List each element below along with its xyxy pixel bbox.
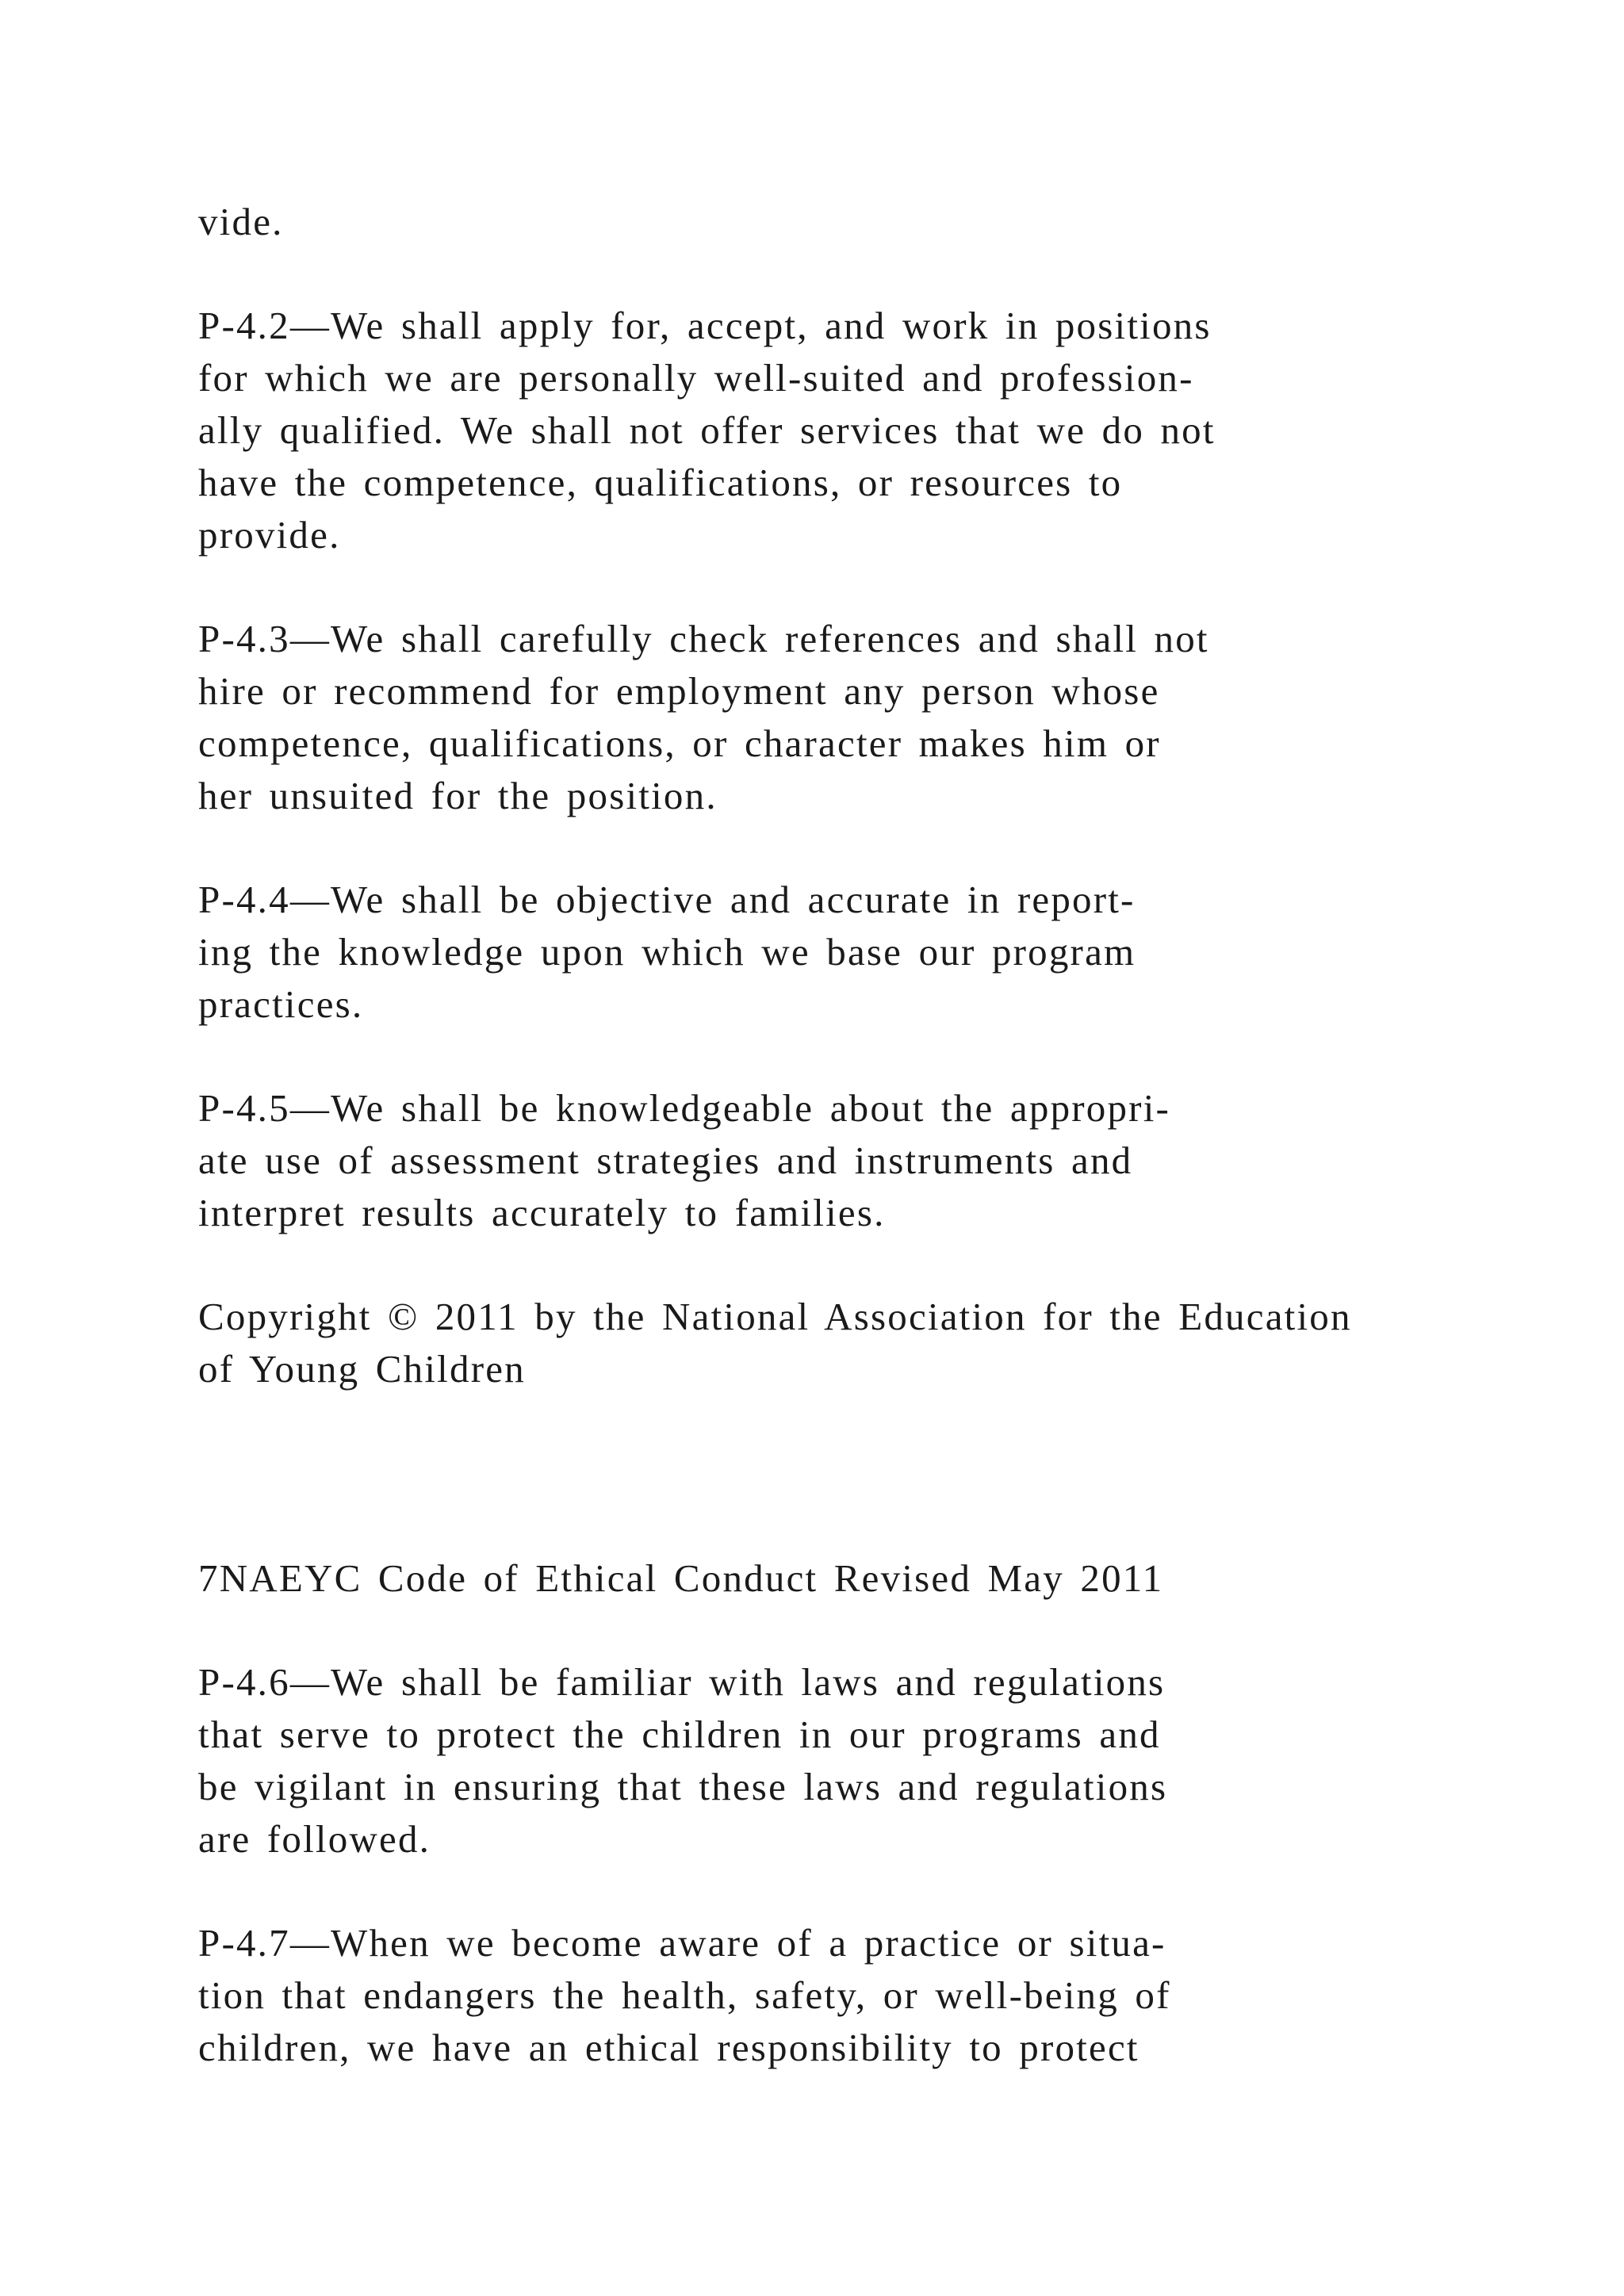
text-line: P-4.3—We shall carefully check references and shall not [198,617,1209,660]
text-line: be vigilant in ensuring that these laws and regulations [198,1765,1168,1808]
text-line: P-4.5—We shall be knowledgeable about the appropri- [198,1086,1171,1130]
text-line: hire or recommend for employment any person whose [198,669,1160,713]
text-line: provide. [198,513,341,557]
text-line: practices. [198,982,364,1026]
text-line: are followed. [198,1817,431,1861]
text-line: for which we are personally well-suited and profession- [198,356,1194,400]
text-line: P-4.2—We shall apply for, accept, and work in positions [198,304,1212,347]
text-line: P-4.6—We shall be familiar with laws and regulations [198,1660,1166,1704]
page-header-line: 7NAEYC Code of Ethical Conduct Revised May 2011 [198,1556,1164,1600]
text-line: vide. [198,200,284,243]
text-line: interpret results accurately to families. [198,1191,886,1234]
text-line: competence, qualifications, or character makes him or [198,721,1161,765]
text-line: ate use of assessment strategies and instruments and [198,1138,1133,1182]
text-line: ally qualified. We shall not offer services that we do not [198,408,1216,452]
copyright-line: of Young Children [198,1347,526,1391]
text-line: children, we have an ethical responsibility to protect [198,2026,1139,2069]
text-line: P-4.4—We shall be objective and accurate in report- [198,878,1136,921]
text-line: have the competence, qualifications, or resources to [198,461,1123,504]
text-line: tion that endangers the health, safety, or well-being of [198,1973,1171,2017]
text-line: that serve to protect the children in our programs and [198,1712,1161,1756]
copyright-line: Copyright © 2011 by the National Association for the Education [198,1295,1352,1338]
text-line: P-4.7—When we become aware of a practice or situa- [198,1921,1166,1965]
text-line: ing the knowledge upon which we base our program [198,930,1136,974]
text-line: her unsuited for the position. [198,774,718,817]
